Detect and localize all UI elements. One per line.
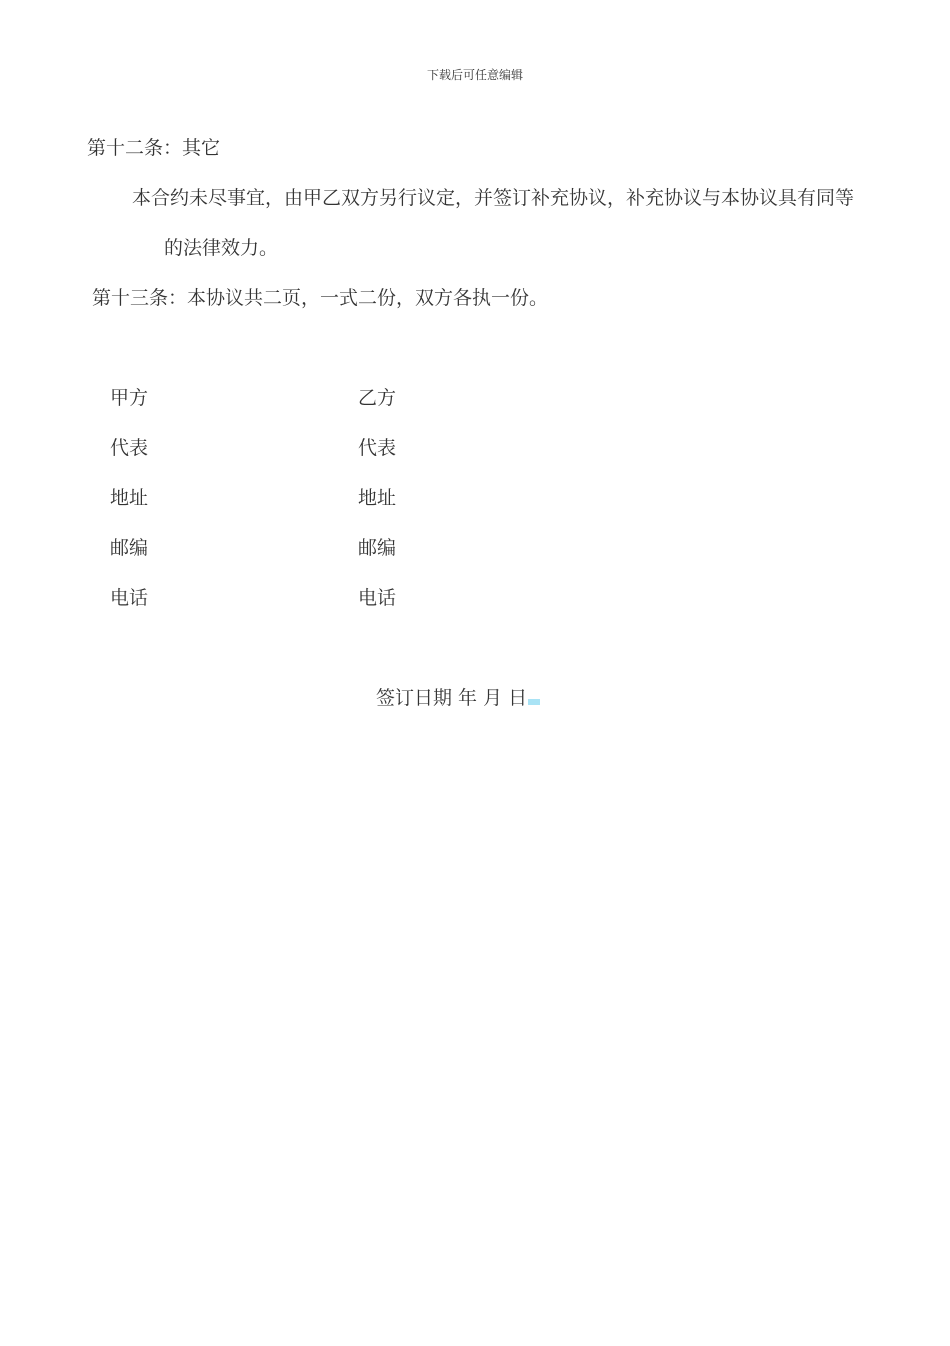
article-12-body-line-1: 本合约未尽事宜，由甲乙双方另行议定，并签订补充协议，补充协议与本协议具有同等 [132,187,855,209]
page-header-note: 下载后可任意编辑 [426,68,523,82]
text-cursor-highlight[interactable] [528,699,540,705]
article-12-body-line-2: 的法律效力。 [164,237,279,259]
party-b-postcode-label: 邮编 [358,537,397,559]
party-a-representative-label: 代表 [110,437,149,459]
party-a-name-label: 甲方 [110,387,149,409]
article-12-title: 第十二条：其它 [87,137,221,159]
party-a-phone-label: 电话 [110,587,149,609]
signing-date-line: 签订日期 年 月 日 [376,687,528,709]
party-b-address-label: 地址 [358,487,397,509]
party-b-representative-label: 代表 [358,437,397,459]
party-a-postcode-label: 邮编 [110,537,149,559]
party-a-address-label: 地址 [110,487,149,509]
party-b-name-label: 乙方 [358,387,397,409]
party-b-phone-label: 电话 [358,587,397,609]
article-13-text: 第十三条：本协议共二页，一式二份，双方各执一份。 [92,287,549,309]
